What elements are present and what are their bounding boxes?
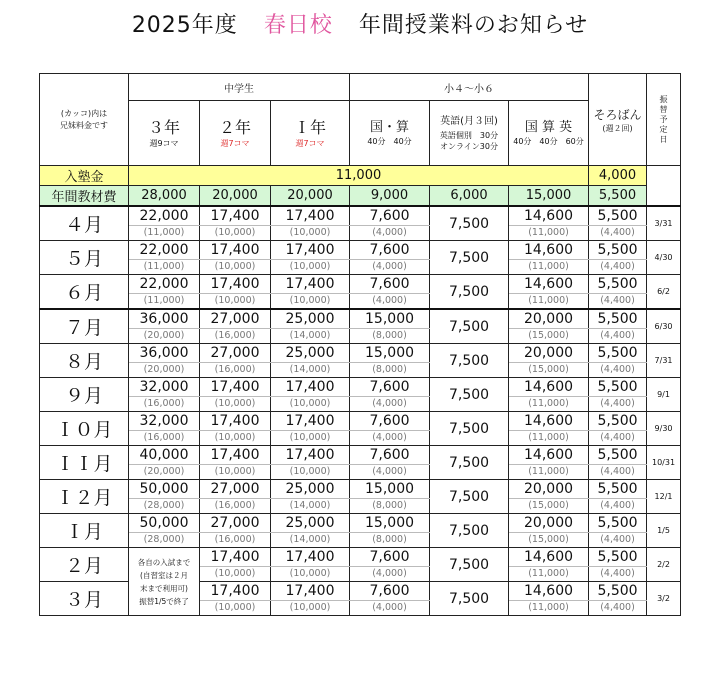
fee-c1: 25,000 (271, 480, 350, 499)
month-label: ４月 (40, 206, 129, 241)
furikae-date: 10/31 (647, 446, 681, 480)
month-label: ５月 (40, 241, 129, 275)
fee-english: 7,500 (430, 412, 509, 446)
fee-english: 7,500 (430, 548, 509, 582)
fee-c2-sibling: (16,000) (200, 499, 271, 514)
month-label: ９月 (40, 378, 129, 412)
col-head-name: Ｉ年 (294, 117, 327, 137)
fee-c1: 17,400 (271, 378, 350, 397)
col-head-sub: 40分 40分 (367, 136, 412, 146)
col-head-sub: 40分 40分 60分 (513, 136, 584, 146)
fee-c3-sibling: (16,000) (129, 431, 200, 446)
fee-table (39, 73, 681, 616)
fee-soroban: 5,500 (589, 412, 647, 431)
month-label: ８月 (40, 344, 129, 378)
fee-ks: 7,600 (350, 378, 430, 397)
fee-kse-sibling: (11,000) (509, 431, 589, 446)
fee-c1-sibling: (10,000) (271, 601, 350, 616)
fee-kse-sibling: (11,000) (509, 465, 589, 480)
fee-ks-sibling: (8,000) (350, 363, 430, 378)
materials-value: 9,000 (350, 186, 430, 207)
group-elementary: 小４～小６ (350, 74, 589, 101)
fee-c1: 17,400 (271, 241, 350, 260)
fee-kse: 14,600 (509, 241, 589, 260)
fee-kse-sibling: (11,000) (509, 226, 589, 241)
fee-c3-sibling: (11,000) (129, 226, 200, 241)
fee-soroban: 5,500 (589, 378, 647, 397)
fee-soroban-sibling: (4,400) (589, 226, 647, 241)
fee-soroban: 5,500 (589, 582, 647, 601)
materials-value: 20,000 (200, 186, 271, 207)
col-head-sub: 週7コマ (295, 138, 325, 148)
fee-c2: 17,400 (200, 378, 271, 397)
fee-ks: 7,600 (350, 446, 430, 465)
fee-c2-sibling: (10,000) (200, 567, 271, 582)
fee-soroban-sibling: (4,400) (589, 601, 647, 616)
month-label: Ｉ２月 (40, 480, 129, 514)
fee-english: 7,500 (430, 446, 509, 480)
fee-c3-sibling: (20,000) (129, 363, 200, 378)
fee-ks: 7,600 (350, 275, 430, 294)
fee-ks-sibling: (4,000) (350, 260, 430, 275)
furikae-date: 3/31 (647, 206, 681, 241)
fee-c2-sibling: (10,000) (200, 601, 271, 616)
fee-ks: 7,600 (350, 241, 430, 260)
fee-soroban: 5,500 (589, 241, 647, 260)
fee-kse: 14,600 (509, 548, 589, 567)
fee-soroban: 5,500 (589, 344, 647, 363)
fee-soroban: 5,500 (589, 275, 647, 294)
fee-english: 7,500 (430, 378, 509, 412)
fee-english: 7,500 (430, 309, 509, 344)
materials-value: 20,000 (271, 186, 350, 207)
furikae-date: 4/30 (647, 241, 681, 275)
furikae-date: 2/2 (647, 548, 681, 582)
fee-ks: 7,600 (350, 412, 430, 431)
fee-c2: 27,000 (200, 344, 271, 363)
fee-c2: 17,400 (200, 446, 271, 465)
fee-kse-sibling: (11,000) (509, 601, 589, 616)
fee-english: 7,500 (430, 275, 509, 310)
col-head-2 (271, 101, 350, 166)
fee-c2-sibling: (10,000) (200, 397, 271, 412)
fee-kse-sibling: (11,000) (509, 397, 589, 412)
fee-ks-sibling: (4,000) (350, 397, 430, 412)
fee-soroban: 5,500 (589, 548, 647, 567)
fee-soroban-sibling: (4,400) (589, 499, 647, 514)
fee-ks: 7,600 (350, 548, 430, 567)
fee-ks-sibling: (8,000) (350, 499, 430, 514)
fee-soroban: 5,500 (589, 206, 647, 226)
fee-kse: 20,000 (509, 309, 589, 329)
col-head-4 (430, 101, 509, 166)
fee-ks-sibling: (4,000) (350, 601, 430, 616)
fee-c3-sibling: (20,000) (129, 329, 200, 344)
fee-c2: 27,000 (200, 514, 271, 533)
fee-ks-sibling: (8,000) (350, 329, 430, 344)
col-head-name: 国・算 (370, 119, 410, 135)
materials-value: 5,500 (589, 186, 647, 207)
fee-c1-sibling: (14,000) (271, 363, 350, 378)
fee-ks-sibling: (4,000) (350, 465, 430, 480)
sibling-note: (カッコ)内は 兄妹料金です (40, 74, 129, 166)
fee-soroban: 5,500 (589, 480, 647, 499)
col-head-1 (200, 101, 271, 166)
col-head-furikae: 振替予定日 (647, 74, 681, 166)
fee-c2: 17,400 (200, 241, 271, 260)
fee-c1-sibling: (14,000) (271, 533, 350, 548)
fee-c3: 40,000 (129, 446, 200, 465)
fee-c1: 25,000 (271, 344, 350, 363)
fee-c1: 17,400 (271, 582, 350, 601)
month-label: ７月 (40, 309, 129, 344)
col-head-name: 英語(月３回) (440, 116, 498, 127)
col-head-name: ３年 (147, 117, 180, 137)
fee-c1-sibling: (10,000) (271, 294, 350, 310)
fee-c2: 17,400 (200, 206, 271, 226)
fee-c1: 17,400 (271, 548, 350, 567)
fee-soroban: 5,500 (589, 309, 647, 329)
fee-c1-sibling: (10,000) (271, 397, 350, 412)
fee-c3: 36,000 (129, 309, 200, 329)
fee-c1: 25,000 (271, 514, 350, 533)
furikae-date: 3/2 (647, 582, 681, 616)
fee-ks: 15,000 (350, 514, 430, 533)
furikae-date: 7/31 (647, 344, 681, 378)
fee-c3: 50,000 (129, 514, 200, 533)
fee-kse: 20,000 (509, 344, 589, 363)
title-year: 2025年度 (131, 13, 238, 38)
enrollment-main: 11,000 (129, 166, 589, 186)
fee-kse-sibling: (11,000) (509, 294, 589, 310)
fee-ks-sibling: (4,000) (350, 431, 430, 446)
enrollment-label: 入塾金 (40, 166, 129, 186)
fee-c3-sibling: (28,000) (129, 533, 200, 548)
fee-soroban-sibling: (4,400) (589, 431, 647, 446)
furikae-date: 1/5 (647, 514, 681, 548)
month-label: Ｉ月 (40, 514, 129, 548)
month-label: Ｉ０月 (40, 412, 129, 446)
materials-value: 28,000 (129, 186, 200, 207)
fee-kse: 14,600 (509, 275, 589, 294)
col-head-soroban: そろばん (週２回) (589, 74, 647, 166)
month-label: ６月 (40, 275, 129, 310)
fee-c3: 22,000 (129, 275, 200, 294)
fee-c3: 32,000 (129, 378, 200, 397)
col-head-5 (509, 101, 589, 166)
materials-value: 15,000 (509, 186, 589, 207)
fee-kse: 14,600 (509, 412, 589, 431)
fee-c1-sibling: (10,000) (271, 567, 350, 582)
furikae-date: 6/2 (647, 275, 681, 310)
fee-kse-sibling: (15,000) (509, 499, 589, 514)
furikae-date: 12/1 (647, 480, 681, 514)
fee-c1-sibling: (10,000) (271, 226, 350, 241)
fee-c2: 27,000 (200, 480, 271, 499)
fee-c1-sibling: (14,000) (271, 499, 350, 514)
col-head-name: 国 算 英 (524, 119, 573, 135)
fee-soroban-sibling: (4,400) (589, 260, 647, 275)
fee-c3-sibling: (11,000) (129, 260, 200, 275)
fee-ks-sibling: (4,000) (350, 294, 430, 310)
fee-kse: 20,000 (509, 480, 589, 499)
exam-note: 各自の入試まで (自習室は２月 末まで利用可) 振替1/5で終了 (129, 548, 200, 616)
fee-ks-sibling: (4,000) (350, 567, 430, 582)
fee-kse: 14,600 (509, 378, 589, 397)
fee-kse-sibling: (11,000) (509, 567, 589, 582)
fee-ks: 15,000 (350, 480, 430, 499)
fee-c3-sibling: (11,000) (129, 294, 200, 310)
fee-c1: 25,000 (271, 309, 350, 329)
fee-c3-sibling: (20,000) (129, 465, 200, 480)
fee-c1: 17,400 (271, 446, 350, 465)
fee-c1-sibling: (14,000) (271, 329, 350, 344)
fee-kse: 14,600 (509, 446, 589, 465)
fee-c2: 17,400 (200, 582, 271, 601)
fee-c2-sibling: (10,000) (200, 294, 271, 310)
col-head-name: ２年 (218, 117, 251, 137)
fee-english: 7,500 (430, 344, 509, 378)
materials-value: 6,000 (430, 186, 509, 207)
fee-c3: 50,000 (129, 480, 200, 499)
fee-c1: 17,400 (271, 412, 350, 431)
fee-ks-sibling: (4,000) (350, 226, 430, 241)
fee-english: 7,500 (430, 582, 509, 616)
fee-c2-sibling: (16,000) (200, 329, 271, 344)
fee-soroban-sibling: (4,400) (589, 465, 647, 480)
month-label: ３月 (40, 582, 129, 616)
fee-english: 7,500 (430, 480, 509, 514)
fee-soroban-sibling: (4,400) (589, 363, 647, 378)
fee-soroban-sibling: (4,400) (589, 533, 647, 548)
col-head-sub: 英語個別 30分 オンライン30分 (439, 131, 499, 151)
fee-c1-sibling: (10,000) (271, 260, 350, 275)
col-head-sub: 週7コマ (220, 138, 250, 148)
col-head-3 (350, 101, 430, 166)
fee-ks: 15,000 (350, 309, 430, 329)
fee-kse-sibling: (11,000) (509, 260, 589, 275)
fee-c2: 17,400 (200, 275, 271, 294)
fee-kse: 14,600 (509, 206, 589, 226)
fee-ks: 7,600 (350, 206, 430, 226)
fee-c1-sibling: (10,000) (271, 465, 350, 480)
fee-c3-sibling: (16,000) (129, 397, 200, 412)
furikae-date: 9/1 (647, 378, 681, 412)
page-title (0, 8, 720, 39)
month-label: ＩＩ月 (40, 446, 129, 480)
title-school: 春日校 (263, 13, 333, 38)
fee-ks: 15,000 (350, 344, 430, 363)
fee-c2: 17,400 (200, 412, 271, 431)
fee-c3: 22,000 (129, 241, 200, 260)
fee-c2: 17,400 (200, 548, 271, 567)
furikae-date: 6/30 (647, 309, 681, 344)
fee-english: 7,500 (430, 514, 509, 548)
fee-soroban-sibling: (4,400) (589, 294, 647, 310)
fee-c1-sibling: (10,000) (271, 431, 350, 446)
fee-c2-sibling: (10,000) (200, 465, 271, 480)
fee-english: 7,500 (430, 206, 509, 241)
fee-c2: 27,000 (200, 309, 271, 329)
enrollment-soroban: 4,000 (589, 166, 647, 186)
group-middle-school: 中学生 (129, 74, 350, 101)
fee-ks: 7,600 (350, 582, 430, 601)
fee-kse-sibling: (15,000) (509, 533, 589, 548)
fee-kse-sibling: (15,000) (509, 329, 589, 344)
fee-c2-sibling: (16,000) (200, 533, 271, 548)
fee-soroban-sibling: (4,400) (589, 397, 647, 412)
fee-kse: 14,600 (509, 582, 589, 601)
fee-c2-sibling: (10,000) (200, 260, 271, 275)
fee-soroban: 5,500 (589, 446, 647, 465)
col-head-sub: 週9コマ (149, 138, 179, 148)
month-label: ２月 (40, 548, 129, 582)
fee-soroban-sibling: (4,400) (589, 329, 647, 344)
fee-c1: 17,400 (271, 206, 350, 226)
fee-c2-sibling: (10,000) (200, 226, 271, 241)
furikae-date: 9/30 (647, 412, 681, 446)
fee-english: 7,500 (430, 241, 509, 275)
fee-soroban-sibling: (4,400) (589, 567, 647, 582)
fee-soroban: 5,500 (589, 514, 647, 533)
fee-c3: 22,000 (129, 206, 200, 226)
fee-c1: 17,400 (271, 275, 350, 294)
title-rest: 年間授業料のお知らせ (358, 13, 589, 38)
fee-c2-sibling: (16,000) (200, 363, 271, 378)
fee-c2-sibling: (10,000) (200, 431, 271, 446)
fee-kse-sibling: (15,000) (509, 363, 589, 378)
materials-label: 年間教材費 (40, 186, 129, 207)
fee-kse: 20,000 (509, 514, 589, 533)
fee-c3-sibling: (28,000) (129, 499, 200, 514)
fee-ks-sibling: (8,000) (350, 533, 430, 548)
fee-c3: 36,000 (129, 344, 200, 363)
fee-c3: 32,000 (129, 412, 200, 431)
col-head-0 (129, 101, 200, 166)
